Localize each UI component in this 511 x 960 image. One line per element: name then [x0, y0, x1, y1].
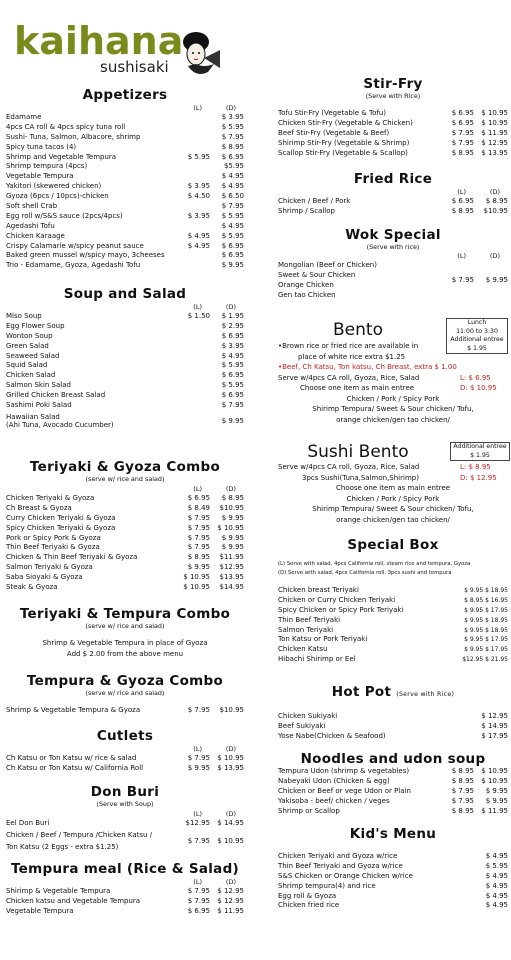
- list-item: Chicken breast Teriyaki $ 9.95 $ 18.95: [278, 586, 508, 594]
- section-title: Soup and Salad: [63, 286, 187, 302]
- list-item: Saba Sioyaki & Gyoza $ 10.95 $13.95: [6, 573, 244, 582]
- list-item: Vegetable Tempura $ 6.95 $ 11.95: [6, 906, 244, 915]
- list-item: S&S Chicken or Orange Chicken w/rice $ 4.95: [278, 871, 508, 880]
- section-title: Tempura & Gyoza Combo: [26, 673, 224, 689]
- list-item: Yakitori (skewered chicken) $ 3.95 $ 4.95: [6, 182, 244, 191]
- section-title: Tempura meal (Rice & Salad): [10, 861, 240, 877]
- list-item: Chicken / Beef / Pork $ 6.95 $ 8.95: [278, 197, 508, 205]
- tempura-meal-section: Tempura meal (Rice & Salad) (L) (D) Shirimp & Vegetable Tempura $ 7.95 $ 12.95 Chicken katsu and Vegetable Tempura $ 7.95 $ 12.95 Vegetable Tempura $ 6.95 $ 11.95: [6, 861, 244, 915]
- section-title: Bento: [333, 320, 383, 340]
- list-item: Shrimp & Vegetable Tempura & Gyoza $ 7.95 $10.95: [6, 706, 244, 714]
- kids-menu-section: [278, 826, 508, 911]
- special-box-section: Special Box (L) Serve with salad, 4pcs California roll, steam rice and tempura, Gyoza (D) Serve with salad, 4pcs California roll, 3pcs sushi and tempura Chicken breast Teriyaki $ 9.95 $ 18.95 Chicken or Curry Chicken Teriyaki $ 8.95 $ 16.95 Spicy Chicken or Spicy Pork Teriyaki $ 9.95 $ 17.95 Thin Beef Teriyaki $ 9.95 $ 18.95 Salmon Teriyaki $ 9.95 $ 18.95 Ton Katsu or Pork Teriyaki $ 9.95 $ 17.95 Chicken Katsu $ 9.95 $ 17.95 Hibachi Shirimp or Eel $12.95 $ 21.95: [278, 537, 508, 664]
- list-item: Shirimp & Vegetable Tempura $ 7.95 $ 12.95: [6, 887, 244, 895]
- section-title: Stir-Fry: [363, 76, 423, 92]
- list-item: Sweet & Sour Chicken: [278, 270, 356, 279]
- fried-rice-list: [278, 197, 508, 217]
- hot-pot-section: [278, 684, 508, 742]
- list-item: Baked green mussel w/spicy mayo, 3cheeses $ 6.95: [6, 251, 244, 260]
- list-item: Shrimp / Scallop $ 8.95 $10.95: [278, 206, 508, 215]
- list-item: Egg roll w/S&S sauce (2pcs/4pcs) $ 3.95 $ 5.95: [6, 211, 244, 220]
- wok-special-section: Wok Special (Serve with rice) (L) (D) Mongolian (Beef or Chicken) Sweet & Sour Chicken Orange Chicken $ 7.95 $ 9.95 Gen tao Chicken: [278, 227, 508, 299]
- stir-fry-list: [278, 109, 508, 158]
- list-item: Ton Katsu or Pork Teriyaki $ 9.95 $ 17.95: [278, 635, 508, 644]
- section-title: Fried Rice: [353, 171, 433, 187]
- list-item: Gen tao Chicken: [278, 290, 336, 299]
- list-item: Hawaiian Salad $ 9.95: [6, 412, 244, 425]
- list-item: Chicken Salad $ 6.95: [6, 371, 244, 380]
- noodles-section: [278, 751, 508, 816]
- list-item: Soft shell Crab $ 7.95: [6, 202, 244, 211]
- section-title: Hot Pot (Serve with Rice): [331, 684, 455, 700]
- list-item: Shrimp tempura(4) and rice $ 4.95: [278, 881, 508, 890]
- list-item: Chicken Katsu $ 9.95 $ 17.95: [278, 645, 508, 654]
- hot-pot-list: [278, 712, 508, 742]
- list-item: Beef Sukiyaki $ 14.95: [278, 721, 508, 730]
- list-item: Seaweed Salad $ 4.95: [6, 351, 244, 360]
- soup-list: [6, 312, 244, 411]
- soup-salad-section: Soup and Salad (L) (D) Miso Soup $ 1.50 $ 1.95 Egg Flower Soup $ 2.95 Wonton Soup $ 6.95 Green Salad $ 3.95 Seaweed Salad $ 4.95 Squid Salad $ 5.95 Chicken Salad $ 6.95 Salmon Skin Salad $ 5.95 Grilled Chicken Breast Salad $ 6.95 Sashimi Poki Salad $ 7.95 Hawaiian Salad $ 9.95 (Ahi Tuna, Avocado Cucumber): [6, 286, 244, 429]
- section-title: Appetizers: [82, 87, 168, 103]
- list-item: Chicken fried rice $ 4.95: [278, 901, 508, 910]
- list-item: Chicken & Thin Beef Teriyaki & Gyoza $ 8.95 $11.95: [6, 553, 244, 562]
- section-title: Kid's Menu: [349, 826, 437, 842]
- list-item: Sashimi Poki Salad $ 7.95: [6, 401, 244, 410]
- geisha-icon: [174, 28, 224, 78]
- list-item: Mongolian (Beef or Chicken): [278, 261, 377, 269]
- brand-name: kaihana: [14, 19, 184, 63]
- kids-list: [278, 852, 508, 911]
- list-item: Nabeyaki Udon (Chicken & egg) $ 8.95 $ 10.95: [278, 776, 508, 785]
- list-item: Steak & Gyoza $ 10.95 $14.95: [6, 583, 244, 592]
- cutlets-section: Cutlets (L) (D) Ch Katsu or Ton Katsu w/ rice & salad $ 7.95 $ 10.95 Ch Katsu or Ton Katsu w/ California Roll $ 9.95 $ 13.95: [6, 728, 244, 772]
- list-item: Squid Salad $ 5.95: [6, 361, 244, 370]
- special-box-list: [278, 586, 508, 665]
- list-item: Chicken katsu and Vegetable Tempura $ 7.95 $ 12.95: [6, 896, 244, 905]
- list-item: Shrimp or Scallop $ 8.95 $ 11.95: [278, 806, 508, 815]
- list-item: Scallop Stir-Fry (Vegetable & Scallop) $ 8.95 $ 13.95: [278, 148, 508, 157]
- list-item: Egg Flower Soup $ 2.95: [6, 321, 244, 330]
- list-item: Salmon Teriyaki $ 9.95 $ 18.95: [278, 625, 508, 634]
- lunch-box: Lunch 11:00 to 3:30 Additional entree $ 1.95: [446, 318, 508, 354]
- list-item: Beef Stir-Fry (Vegetable & Beef) $ 7.95 $ 11.95: [278, 128, 508, 137]
- additional-entree-box: Additional entree $ 1.95: [450, 442, 510, 461]
- list-item: Spicy Chicken Teriyaki & Gyoza $ 7.95 $ 10.95: [6, 523, 244, 532]
- list-item: Sushi- Tuna, Salmon, Albacore, shrimp $ 7.95: [6, 132, 244, 141]
- list-item: Spicy tuna tacos (4) $ 8.95: [6, 142, 244, 151]
- list-item: Chicken Karaage $ 4.95 $ 5.95: [6, 231, 244, 240]
- fried-rice-section: Fried Rice (L) (D) Chicken / Beef / Pork $ 6.95 $ 8.95 Shrimp / Scallop $ 8.95 $10.95: [278, 171, 508, 215]
- list-item: Agedashi Tofu $ 4.95: [6, 221, 244, 230]
- list-item: Yose Nabe(Chicken & Seafood) $ 17.95: [278, 731, 508, 740]
- list-item: Ch Breast & Gyoza $ 8.49 $10.95: [6, 503, 244, 512]
- list-item: Tofu Stir-Fry (Vegetable & Tofu) $ 6.95 $ 10.95: [278, 109, 508, 117]
- list-item: Thin Beef Teriyaki & Gyoza $ 7.95 $ 9.95: [6, 543, 244, 552]
- brand-logo: [14, 20, 214, 80]
- sushi-bento-section: Sushi Bento Additional entree $ 1.95 Serve w/4pcs CA roll, Gyoza, Rice, Salad L: $ 8.95 3pcs Sushi(Tuna,Salmon,Shirimp) D: $ 12.95 Choose one item as main entree Chicken / Pork / Spicy Pork Shirimp Tempura/ Sweet & Sour chicken/ Tofu, orange chicken/gen tao chicken/: [278, 442, 508, 525]
- list-item: Chicken Stir-Fry (Vegetable & Chicken) $ 6.95 $ 10.95: [278, 118, 508, 127]
- section-title: Teriyaki & Tempura Combo: [19, 606, 231, 622]
- list-item: Chicken or Beef or vege Udon or Plain $ 7.95 $ 9.95: [278, 786, 508, 795]
- list-item: Salmon Teriyaki & Gyoza $ 9.95 $12.95: [6, 563, 244, 572]
- list-item: Vegetable Tempura $ 4.95: [6, 172, 244, 181]
- list-item: Chicken Teriyaki & Gyoza $ 6.95 $ 8.95: [6, 494, 244, 502]
- list-item: Spicy Chicken or Spicy Pork Teriyaki $ 9.95 $ 17.95: [278, 605, 508, 614]
- list-item: Miso Soup $ 1.50 $ 1.95: [6, 312, 244, 320]
- section-title: Sushi Bento: [307, 442, 409, 462]
- list-item: Thin Beef Teriyaki $ 9.95 $ 18.95: [278, 615, 508, 624]
- list-item: Hibachi Shirimp or Eel $12.95 $ 21.95: [278, 655, 508, 664]
- list-item: Wonton Soup $ 6.95: [6, 331, 244, 340]
- list-item: Green Salad $ 3.95: [6, 341, 244, 350]
- teriyaki-list: [6, 494, 244, 593]
- list-item: Shrimp and Vegetable Tempura $ 5.95 $ 6.95: [6, 152, 244, 161]
- list-item: Crispy Calamarie w/spicy peanut sauce $ 4.95 $ 6.95: [6, 241, 244, 250]
- list-item: Tempura Udon (shrimp & vegetables) $ 8.95 $ 10.95: [278, 767, 508, 775]
- list-item: Gyoza (6pcs / 10pcs)-chicken $ 4.50 $ 6.50: [6, 192, 244, 201]
- list-item: Ch Katsu or Ton Katsu w/ rice & salad $ 7.95 $ 10.95: [6, 754, 244, 762]
- list-item: Curry Chicken Teriyaki & Gyoza $ 7.95 $ 9.95: [6, 513, 244, 522]
- section-title: Teriyaki & Gyoza Combo: [29, 459, 221, 475]
- tempura-gyoza-list: [6, 706, 244, 716]
- section-title: Cutlets: [96, 728, 154, 744]
- section-title: Don Buri: [90, 784, 160, 800]
- bento-section: Bento Lunch 11:00 to 3:30 Additional entree $ 1.95 •Brown rice or fried rice are available in place of white rice extra $1.25 •Beef, Ch Katsu, Ton katsu, Ch Breast, extra $ 1.00 Serve w/4pcs CA roll, Gyoza, Rice, Salad L: $ 6.95 Choose one item as main entree D: $ 10.95 Chicken / Pork / Spicy Pork Shirimp Tempura/ Sweet & Sour chicken/ Tofu, orange chicken/gen tao chicken/: [278, 318, 508, 425]
- list-item: Chicken Sukiyaki $ 12.95: [278, 712, 508, 720]
- stir-fry-section: Stir-Fry (Serve with Rice) Tofu Stir-Fry (Vegetable & Tofu) $ 6.95 $ 10.95 Chicken Stir-Fry (Vegetable & Chicken) $ 6.95 $ 10.95 Beef Stir-Fry (Vegetable & Beef) $ 7.95 $ 11.95 Shirimp Stir-Fry (Vegetable & Shrimp) $ 7.95 $ 12.95 Scallop Stir-Fry (Vegetable & Scallop) $ 8.95 $ 13.95: [278, 76, 508, 157]
- tempura-gyoza-section: Tempura & Gyoza Combo (serve w/ rice and salad) Shrimp & Vegetable Tempura & Gyoza $ 7.95 $10.95: [6, 673, 244, 714]
- list-item: Grilled Chicken Breast Salad $ 6.95: [6, 391, 244, 400]
- appetizers-list: [6, 113, 244, 271]
- list-item: Trio - Edamame, Gyoza, Agedashi Tofu $ 9.95: [6, 261, 244, 270]
- appetizers-section: Appetizers (L) (D) Edamame $ 3.95 4pcs CA roll & 4pcs spicy tuna roll $ 5.95 Sushi- Tuna, Salmon, Albacore, shrimp $ 7.95 Spicy tuna tacos (4) $ 8.95 Shrimp and Vegetable Tempura $ 5.95 $ 6.95 Shrimp tempura (4pcs) $5.95 Vegetable Tempura $ 4.95 Yakitori (skewered chicken) $ 3.95 $ 4.95 Gyoza (6pcs / 10pcs)-chicken $ 4.50 $ 6.50 Soft shell Crab $ 7.95 Egg roll w/S&S sauce (2pcs/4pcs) $ 3.95 $ 5.95 Agedashi Tofu $ 4.95 Chicken Karaage $ 4.95 $ 5.95 Crispy Calamarie w/spicy peanut sauce $ 4.95 $ 6.95 Baked green mussel w/spicy mayo, 3cheeses $ 6.95 Trio - Edamame, Gyoza, Agedashi Tofu $ 9.95: [6, 87, 244, 270]
- list-item: Yakisoba - beef/ chicken / veges $ 7.95 $ 9.95: [278, 796, 508, 805]
- list-item: Shirimp Stir-Fry (Vegetable & Shrimp) $ 7.95 $ 12.95: [278, 138, 508, 147]
- list-item: Edamame $ 3.95: [6, 113, 244, 121]
- list-item: Shrimp tempura (4pcs) $5.95: [6, 162, 244, 171]
- list-item: Eel Don Buri $12.95 $ 14.95: [6, 819, 244, 827]
- section-title: Wok Special: [345, 227, 441, 243]
- brand-subtitle: sushisaki: [100, 58, 169, 76]
- list-item: Chicken or Curry Chicken Teriyaki $ 8.95 $ 16.95: [278, 595, 508, 604]
- list-item: Chicken / Beef / Tempura /Chicken Katsu /: [6, 830, 153, 839]
- list-item: Thin Beef Teriyaki and Gyoza w/rice $ 5.95: [278, 861, 508, 870]
- list-item: Ch Katsu or Ton Katsu w/ California Roll $ 9.95 $ 13.95: [6, 763, 244, 772]
- section-title: Noodles and udon soup: [300, 751, 486, 767]
- list-item: Orange Chicken $ 7.95 $ 9.95: [278, 275, 508, 289]
- list-item: Salmon Skin Salad $ 5.95: [6, 381, 244, 390]
- tempura-meal-list: [6, 887, 244, 917]
- list-item: Egg roll & Gyoza $ 4.95: [278, 891, 508, 900]
- section-title: Special Box: [347, 537, 439, 553]
- noodles-list: [278, 767, 508, 816]
- teriyaki-tempura-section: Teriyaki & Tempura Combo (serve w/ rice and salad) Shrimp & Vegetable Tempura in place of Gyoza Add $ 2.00 from the above menu: [6, 606, 244, 659]
- cutlets-list: [6, 754, 244, 774]
- list-item: Pork or Spicy Pork & Gyoza $ 7.95 $ 9.95: [6, 533, 244, 542]
- teriyaki-gyoza-section: Teriyaki & Gyoza Combo (serve w/ rice and salad) (L) (D) Chicken Teriyaki & Gyoza $ 6.95 $ 8.95 Ch Breast & Gyoza $ 8.49 $10.95 Curry Chicken Teriyaki & Gyoza $ 7.95 $ 9.95 Spicy Chicken Teriyaki & Gyoza $ 7.95 $ 10.95 Pork or Spicy Pork & Gyoza $ 7.95 $ 9.95 Thin Beef Teriyaki & Gyoza $ 7.95 $ 9.95 Chicken & Thin Beef Teriyaki & Gyoza $ 8.95 $11.95 Salmon Teriyaki & Gyoza $ 9.95 $12.95 Saba Sioyaki & Gyoza $ 10.95 $13.95 Steak & Gyoza $ 10.95 $14.95: [6, 459, 244, 592]
- don-buri-section: Don Buri (Serve with Soup) (L) (D) Eel Don Buri $12.95 $ 14.95 Chicken / Beef / Tempura /Chicken Katsu / Ton Katsu (2 Eggs - extra $1.25) $ 7.95 $ 10.95: [6, 784, 244, 851]
- list-item: 4pcs CA roll & 4pcs spicy tuna roll $ 5.95: [6, 122, 244, 131]
- list-item: Chicken Teriyaki and Gyoza w/rice $ 4.95: [278, 852, 508, 860]
